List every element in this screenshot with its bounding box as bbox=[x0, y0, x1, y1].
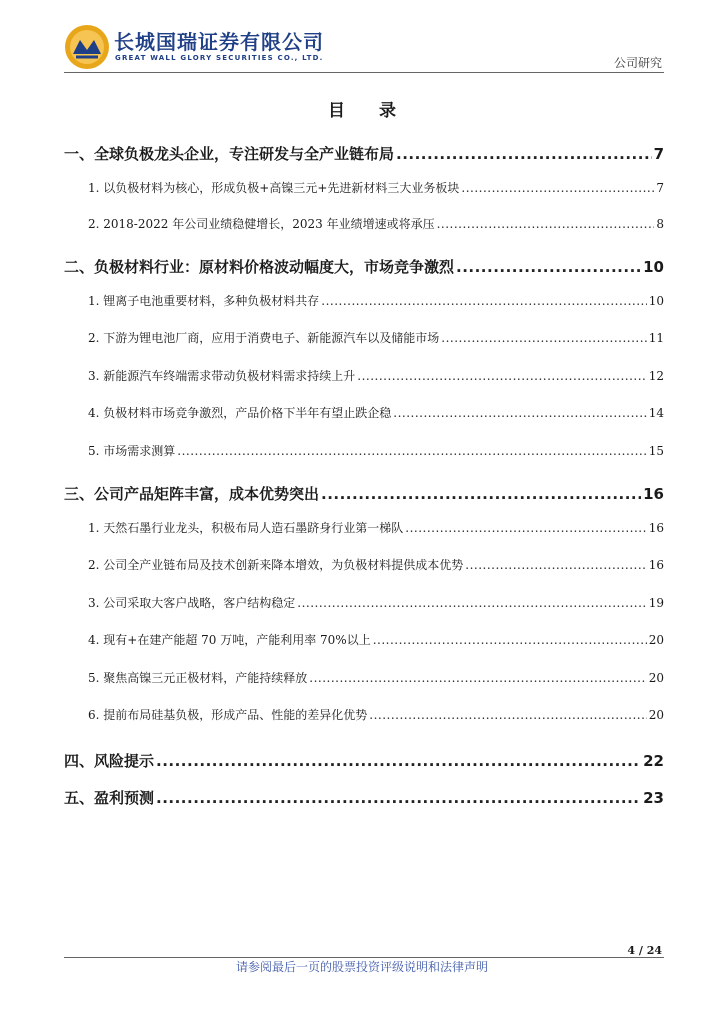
toc-item-2-2[interactable] bbox=[64, 329, 664, 346]
toc-item-2-1[interactable] bbox=[64, 292, 664, 309]
company-name-cn: 长城国瑞证券有限公司 bbox=[114, 30, 324, 54]
toc-page-number: 8 bbox=[656, 217, 664, 231]
toc-page-number: 7 bbox=[653, 145, 664, 163]
toc-leader bbox=[373, 633, 647, 647]
toc-item-title: 5. 市场需求测算 bbox=[88, 444, 176, 458]
toc-leader bbox=[461, 181, 654, 195]
toc-item-title: 2. 2018-2022 年公司业绩稳健增长，2023 年业绩增速或将承压 bbox=[88, 217, 435, 231]
toc-leader bbox=[177, 444, 646, 458]
toc-item-3-1[interactable] bbox=[64, 519, 664, 536]
toc-page-number: 14 bbox=[648, 406, 664, 420]
toc-page-number: 10 bbox=[643, 258, 664, 276]
toc-page-number: 16 bbox=[643, 485, 664, 503]
toc-page-number: 16 bbox=[648, 521, 664, 535]
toc-leader bbox=[437, 217, 655, 231]
toc-leader bbox=[369, 708, 646, 722]
page-header bbox=[64, 24, 664, 72]
toc-section-title: 一、全球负极龙头企业，专注研发与全产业链布局 bbox=[64, 145, 395, 163]
toc-leader bbox=[456, 258, 641, 276]
toc-item-title: 3. 新能源汽车终端需求带动负极材料需求持续上升 bbox=[88, 369, 356, 383]
toc-page-number: 20 bbox=[648, 708, 664, 722]
footer-disclaimer: 请参阅最后一页的股票投资评级说明和法律声明 bbox=[235, 960, 488, 974]
toc-item-2-4[interactable] bbox=[64, 404, 664, 421]
toc-leader bbox=[297, 596, 646, 610]
toc-page-number: 19 bbox=[648, 596, 664, 610]
toc-section-title: 四、风险提示 bbox=[64, 752, 155, 770]
toc-page-number: 7 bbox=[656, 181, 664, 195]
toc-item-2-3[interactable] bbox=[64, 367, 664, 384]
toc-leader bbox=[357, 369, 646, 383]
toc-item-3-5[interactable] bbox=[64, 669, 664, 686]
toc-page-number: 12 bbox=[648, 369, 664, 383]
toc-item-title: 2. 公司全产业链布局及技术创新来降本增效，为负极材料提供成本优势 bbox=[88, 558, 464, 572]
toc-leader bbox=[441, 331, 646, 345]
toc-page-number: 16 bbox=[648, 558, 664, 572]
doc-type-label: 公司研究 bbox=[613, 56, 662, 70]
toc-page-number: 23 bbox=[643, 789, 664, 807]
toc-item-title: 1. 锂离子电池重要材料，多种负极材料共存 bbox=[88, 294, 320, 308]
toc-page-number: 22 bbox=[643, 752, 664, 770]
toc-item-title: 4. 现有+在建产能超 70 万吨，产能利用率 70%以上 bbox=[88, 633, 371, 647]
toc-section-1[interactable] bbox=[64, 143, 664, 164]
toc-page-number: 20 bbox=[648, 633, 664, 647]
toc-section-3[interactable] bbox=[64, 483, 664, 504]
toc-leader bbox=[396, 145, 652, 163]
toc-leader bbox=[393, 406, 646, 420]
toc-item-title: 4. 负极材料市场竞争激烈，产品价格下半年有望止跌企稳 bbox=[88, 406, 392, 420]
toc-section-title: 五、盈利预测 bbox=[64, 789, 155, 807]
toc-leader bbox=[465, 558, 646, 572]
toc-section-title: 二、负极材料行业：原材料价格波动幅度大，市场竞争激烈 bbox=[64, 258, 455, 276]
header-divider bbox=[64, 72, 664, 73]
toc-item-1-2[interactable] bbox=[64, 215, 664, 232]
toc-item-title: 6. 提前布局硅基负极，形成产品、性能的差异化优势 bbox=[88, 708, 368, 722]
page-number: 4 / 24 bbox=[627, 944, 662, 957]
great-wall-logo-icon bbox=[64, 24, 110, 70]
toc-item-2-5[interactable] bbox=[64, 442, 664, 459]
toc-item-3-6[interactable] bbox=[64, 706, 664, 723]
toc-section-2[interactable] bbox=[64, 256, 664, 277]
toc-section-4[interactable] bbox=[64, 750, 664, 771]
toc-page-number: 20 bbox=[648, 671, 664, 685]
toc-leader bbox=[321, 485, 641, 503]
toc-item-3-2[interactable] bbox=[64, 556, 664, 573]
toc-leader bbox=[156, 789, 641, 807]
toc-item-title: 1. 天然石墨行业龙头，积极布局人造石墨跻身行业第一梯队 bbox=[88, 521, 404, 535]
toc-page-number: 11 bbox=[648, 331, 664, 345]
toc-item-title: 1. 以负极材料为核心，形成负极+高镍三元+先进新材料三大业务板块 bbox=[88, 181, 460, 195]
toc-leader bbox=[156, 752, 641, 770]
toc-item-3-3[interactable] bbox=[64, 594, 664, 611]
toc-section-5[interactable] bbox=[64, 787, 664, 808]
company-name-en: GREAT WALL GLORY SECURITIES CO., LTD. bbox=[115, 54, 324, 62]
toc-leader bbox=[405, 521, 646, 535]
toc-item-title: 3. 公司采取大客户战略，客户结构稳定 bbox=[88, 596, 296, 610]
toc-page-number: 15 bbox=[648, 444, 664, 458]
toc-item-title: 2. 下游为锂电池厂商，应用于消费电子、新能源汽车以及储能市场 bbox=[88, 331, 440, 345]
toc-leader bbox=[321, 294, 646, 308]
toc-title: 目 录 bbox=[328, 101, 410, 121]
toc-page-number: 10 bbox=[648, 294, 664, 308]
toc-item-3-4[interactable] bbox=[64, 631, 664, 648]
toc-item-1-1[interactable] bbox=[64, 179, 664, 196]
toc-item-title: 5. 聚焦高镍三元正极材料，产能持续释放 bbox=[88, 671, 308, 685]
toc-section-title: 三、公司产品矩阵丰富，成本优势突出 bbox=[64, 485, 320, 503]
toc-leader bbox=[309, 671, 646, 685]
